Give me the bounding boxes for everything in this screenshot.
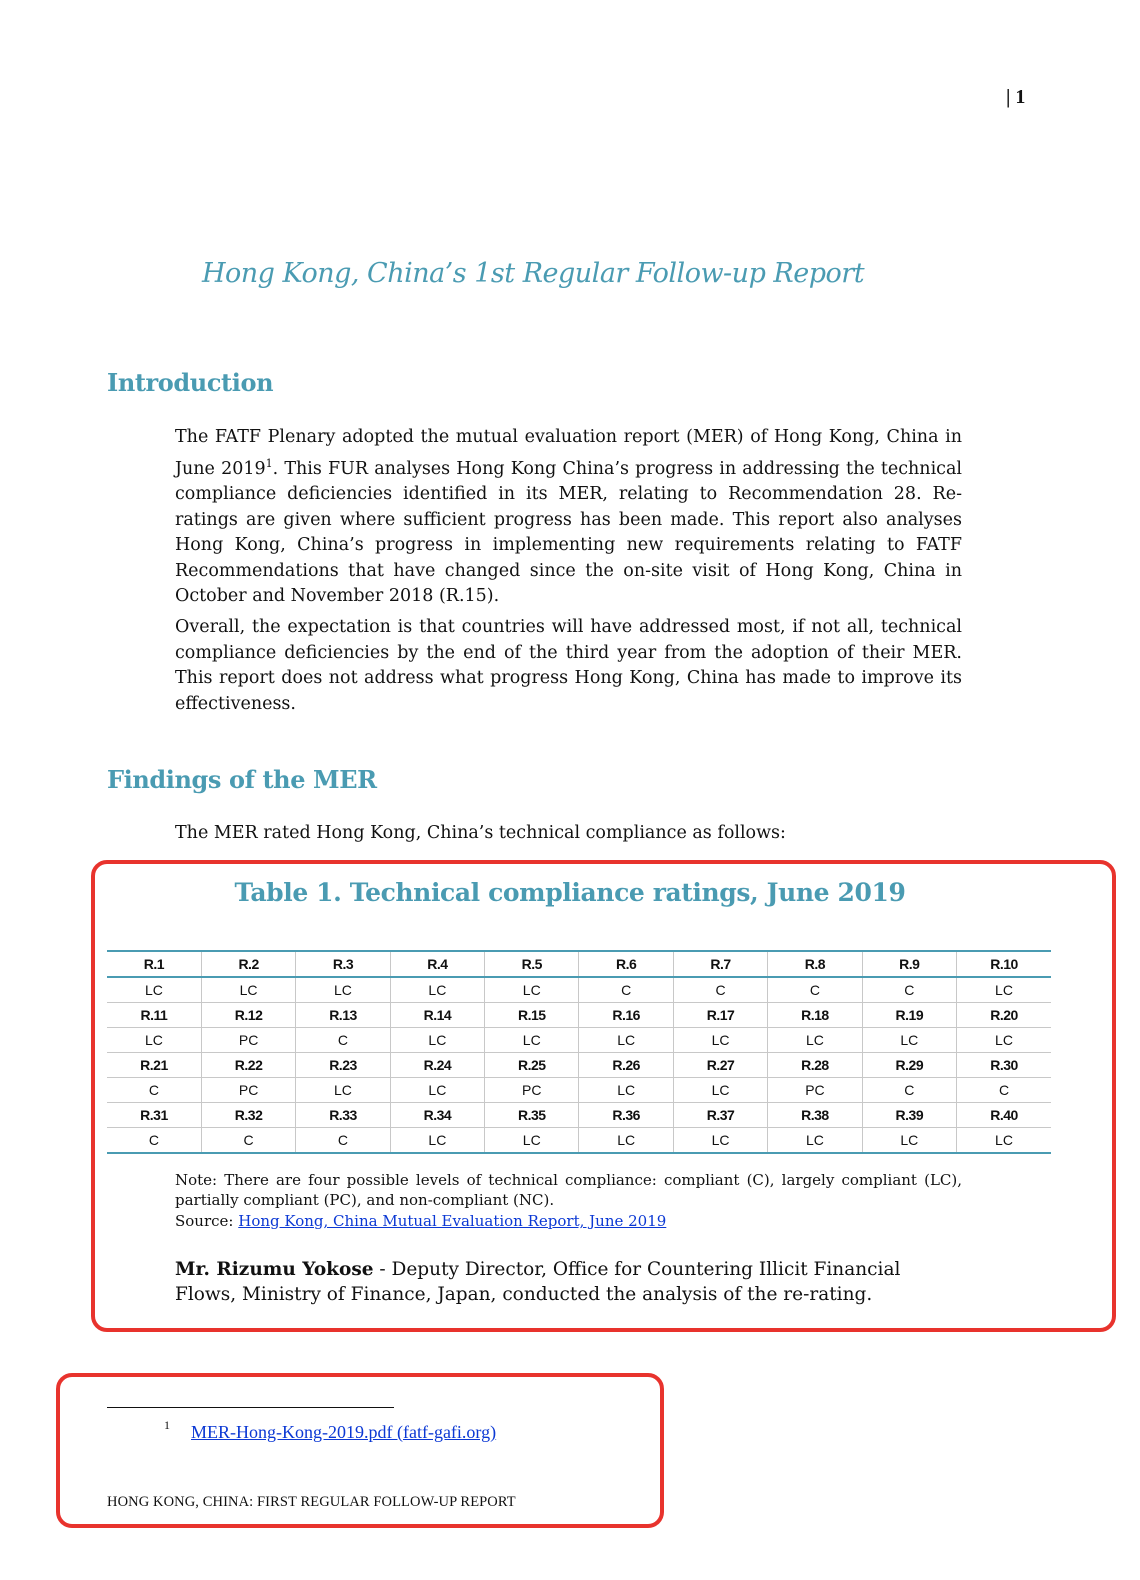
rating-cell: LC xyxy=(390,1078,484,1103)
footnote-number: 1 xyxy=(164,1418,170,1432)
rating-cell: LC xyxy=(390,1028,484,1053)
recommendation-cell: R.39 xyxy=(862,1103,956,1128)
rating-cell: LC xyxy=(768,1128,862,1154)
rating-cell: LC xyxy=(144,982,163,998)
recommendation-row xyxy=(107,1103,1051,1128)
running-footer: HONG KONG, CHINA: FIRST REGULAR FOLLOW-UP REPORT xyxy=(107,1494,516,1510)
rating-cell: LC xyxy=(296,1078,390,1103)
recommendation-cell: R.12 xyxy=(201,1003,295,1028)
rating-cell: C xyxy=(107,1128,201,1154)
ratings-table xyxy=(107,950,1051,1154)
rating-cell: PC xyxy=(201,1028,295,1053)
recommendation-cell: R.37 xyxy=(673,1103,767,1128)
rating-cell: C xyxy=(107,1078,201,1103)
recommendation-cell: R.30 xyxy=(957,1053,1051,1078)
rating-cell: LC xyxy=(957,1028,1051,1053)
table-title: Table 1. Technical compliance ratings, June 2019 xyxy=(234,878,906,907)
recommendation-cell: R.33 xyxy=(296,1103,390,1128)
recommendation-cell: R.28 xyxy=(768,1053,862,1078)
recommendation-cell: R.18 xyxy=(768,1003,862,1028)
source-label: Source: xyxy=(175,1212,239,1230)
rating-cell: LC xyxy=(485,977,579,1003)
recommendation-cell: R.27 xyxy=(673,1053,767,1078)
rating-cell: LC xyxy=(579,1078,673,1103)
rating-cell: C xyxy=(296,1128,390,1154)
recommendation-cell: R.19 xyxy=(862,1003,956,1028)
rating-cell: C xyxy=(579,977,673,1003)
recommendation-cell: R.25 xyxy=(485,1053,579,1078)
rating-cell: LC xyxy=(957,1128,1051,1154)
recommendation-cell: R.17 xyxy=(673,1003,767,1028)
recommendation-cell: R.23 xyxy=(296,1053,390,1078)
rating-row xyxy=(107,977,1051,1003)
footnote-separator xyxy=(107,1407,394,1408)
introduction-heading: Introduction xyxy=(107,368,274,397)
recommendation-cell: R.13 xyxy=(296,1003,390,1028)
recommendation-cell: R.20 xyxy=(957,1003,1051,1028)
rating-cell: LC xyxy=(673,1078,767,1103)
footnote-reference[interactable]: 1 xyxy=(265,456,273,470)
recommendation-cell: R.5 xyxy=(485,951,579,977)
recommendation-cell: R.9 xyxy=(862,951,956,977)
recommendation-cell: R.10 xyxy=(957,951,1051,977)
recommendation-cell: R.11 xyxy=(107,1003,201,1028)
table-note: Note: There are four possible levels of technical compliance: compliant (C), largely compliant (LC), partially compliant (PC), and non-compliant (NC). xyxy=(175,1171,962,1209)
recommendation-cell: R.16 xyxy=(579,1003,673,1028)
rating-cell: LC xyxy=(390,1128,484,1154)
report-title: Hong Kong, China’s 1st Regular Follow-up Report xyxy=(201,258,865,289)
analyst-statement xyxy=(175,1257,965,1307)
recommendation-cell: R.38 xyxy=(768,1103,862,1128)
recommendation-cell: R.1 xyxy=(107,951,201,977)
rating-cell: C xyxy=(768,977,862,1003)
source-link[interactable]: Hong Kong, China Mutual Evaluation Report, June 2019 xyxy=(238,1212,667,1230)
recommendation-row xyxy=(107,1003,1051,1028)
footnote-entry xyxy=(191,1422,496,1443)
rating-cell: LC xyxy=(673,1128,767,1154)
recommendation-cell: R.6 xyxy=(579,951,673,977)
recommendation-cell: R.29 xyxy=(862,1053,956,1078)
rating-cell: LC xyxy=(201,977,295,1003)
rating-cell: C xyxy=(862,1078,956,1103)
recommendation-cell: R.32 xyxy=(201,1103,295,1128)
rating-cell: LC xyxy=(485,1128,579,1154)
rating-cell: LC xyxy=(390,977,484,1003)
recommendation-cell: R.14 xyxy=(390,1003,484,1028)
recommendation-cell: R.34 xyxy=(390,1103,484,1128)
rating-cell: C xyxy=(673,977,767,1003)
footnote-link[interactable]: MER-Hong-Kong-2019.pdf (fatf-gafi.org) xyxy=(191,1422,497,1442)
recommendation-cell: R.36 xyxy=(579,1103,673,1128)
rating-cell: C xyxy=(296,1028,390,1053)
recommendation-row xyxy=(107,1053,1051,1078)
rating-cell: LC xyxy=(862,1028,956,1053)
recommendation-cell: R.2 xyxy=(201,951,295,977)
rating-cell: LC xyxy=(673,1028,767,1053)
rating-cell: LC xyxy=(862,1128,956,1154)
findings-heading: Findings of the MER xyxy=(107,765,377,794)
analyst-description: - Deputy Director, Office for Countering Illicit Financial Flows, Ministry of Finance, Japan, conducted the analysis of the re-rating. xyxy=(175,1259,901,1305)
recommendation-cell: R.3 xyxy=(296,951,390,977)
introduction-paragraph-1 xyxy=(175,425,962,610)
analyst-name: Mr. Rizumu Yokose xyxy=(175,1259,374,1280)
recommendation-cell: R.15 xyxy=(485,1003,579,1028)
rating-cell: LC xyxy=(107,1028,201,1053)
rating-cell: PC xyxy=(768,1078,862,1103)
rating-cell: LC xyxy=(485,1028,579,1053)
rating-cell: PC xyxy=(201,1078,295,1103)
findings-paragraph: The MER rated Hong Kong, China’s technical compliance as follows: xyxy=(175,823,786,843)
rating-cell: LC xyxy=(768,1028,862,1053)
rating-cell: LC xyxy=(296,977,390,1003)
introduction-p1-start: The FATF Plenary adopted the mutual evaluation report (MER) of Hong Kong, China in June 2019 xyxy=(175,427,962,479)
introduction-paragraph-2: Overall, the expectation is that countries will have addressed most, if not all, technical compliance deficiencies by the end of the third year from the adoption of their MER. This report does not address what progress Hong Kong, China has made to improve its effectiveness. xyxy=(175,617,962,714)
introduction-p1-end: . This FUR analyses Hong Kong China’s progress in addressing the technical compliance deficiencies identified in its MER, relating to Recommendation 28. Re-ratings are given where sufficient progress has been made. This report also analyses Hong Kong, China’s progress in implementing new requirements relating to FATF Recommendations that have changed since the on-site visit of Hong Kong, China in October and November 2018 (R.15). xyxy=(175,458,963,607)
recommendation-cell: R.35 xyxy=(485,1103,579,1128)
recommendation-cell: R.40 xyxy=(957,1103,1051,1128)
recommendation-cell: R.4 xyxy=(390,951,484,977)
rating-cell: LC xyxy=(579,1028,673,1053)
rating-cell: LC xyxy=(957,977,1051,1003)
rating-cell: C xyxy=(862,977,956,1003)
recommendation-cell: R.24 xyxy=(390,1053,484,1078)
recommendation-cell: R.22 xyxy=(201,1053,295,1078)
rating-row xyxy=(107,1028,1051,1053)
rating-row xyxy=(107,1078,1051,1103)
rating-cell: LC xyxy=(579,1128,673,1154)
recommendation-cell: R.31 xyxy=(107,1103,201,1128)
table-source xyxy=(175,1211,666,1231)
recommendation-cell: R.26 xyxy=(579,1053,673,1078)
recommendation-row xyxy=(107,951,1051,977)
recommendation-cell: R.8 xyxy=(768,951,862,977)
rating-cell: C xyxy=(957,1078,1051,1103)
rating-row xyxy=(107,1128,1051,1154)
recommendation-cell: R.21 xyxy=(107,1053,201,1078)
recommendation-cell: R.7 xyxy=(673,951,767,977)
rating-cell: C xyxy=(201,1128,295,1154)
rating-cell: PC xyxy=(485,1078,579,1103)
page-number: | 1 xyxy=(1006,86,1026,108)
